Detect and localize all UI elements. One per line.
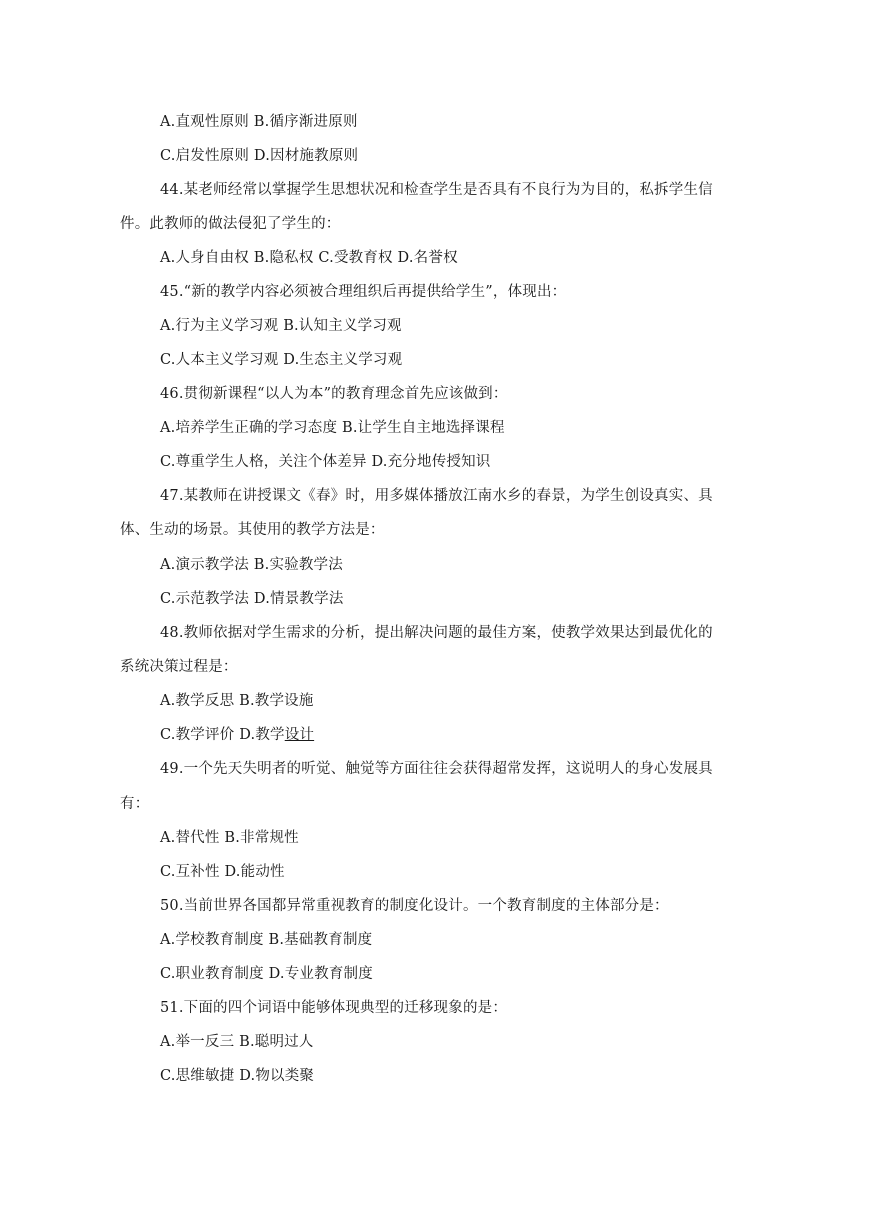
- q43-options-line-1: A.直观性原则 B.循序渐进原则: [160, 114, 358, 130]
- q48-stem-line-1: 48.教师依据对学生需求的分析，提出解决问题的最佳方案，使教学效果达到最优化的: [160, 625, 713, 641]
- q46-options-line-1: A.培养学生正确的学习态度 B.让学生自主地选择课程: [160, 420, 505, 436]
- q45-stem-line-1: 45.“新的教学内容必须被合理组织后再提供给学生”，体现出：: [160, 284, 567, 300]
- q46-stem-line-1: 46.贯彻新课程“以人为本”的教育理念首先应该做到：: [160, 386, 508, 402]
- q44-options-line-1: A.人身自由权 B.隐私权 C.受教育权 D.名誉权: [160, 250, 458, 266]
- q44-stem-line-2: 件。此教师的做法侵犯了学生的：: [120, 216, 341, 232]
- q48-options-line-2-prefix: C.教学评价 D.教学: [160, 727, 285, 743]
- q49-options-line-2: C.互补性 D.能动性: [160, 864, 285, 880]
- q47-stem-line-1: 47.某教师在讲授课文《春》时，用多媒体播放江南水乡的春景，为学生创设真实、具: [160, 488, 713, 504]
- q51-options-line-1: A.举一反三 B.聪明过人: [160, 1034, 314, 1050]
- q45-options-line-1: A.行为主义学习观 B.认知主义学习观: [160, 318, 402, 334]
- q44-stem-line-1: 44.某老师经常以掌握学生思想状况和检查学生是否具有不良行为为目的，私拆学生信: [160, 182, 713, 198]
- q47-stem-line-2: 体、生动的场景。其使用的教学方法是：: [120, 522, 385, 538]
- q49-stem-line-1: 49.一个先天失明者的听觉、触觉等方面往往会获得超常发挥，这说明人的身心发展具: [160, 761, 713, 777]
- q46-options-line-2: C.尊重学生人格，关注个体差异 D.充分地传授知识: [160, 454, 491, 470]
- q48-options-line-2: [160, 725, 314, 745]
- q45-options-line-2: C.人本主义学习观 D.生态主义学习观: [160, 352, 403, 368]
- q48-underlined-word: 设计: [284, 727, 315, 743]
- q49-options-line-1: A.替代性 B.非常规性: [160, 830, 299, 846]
- q43-options-line-2: C.启发性原则 D.因材施教原则: [160, 148, 359, 164]
- q50-options-line-1: A.学校教育制度 B.基础教育制度: [160, 932, 373, 948]
- q48-stem-line-2: 系统决策过程是：: [120, 659, 238, 675]
- q50-options-line-2: C.职业教育制度 D.专业教育制度: [160, 966, 373, 982]
- q48-options-line-1: A.教学反思 B.教学设施: [160, 693, 314, 709]
- q51-options-line-2: C.思维敏捷 D.物以类聚: [160, 1068, 315, 1084]
- q51-stem-line-1: 51.下面的四个词语中能够体现典型的迁移现象的是：: [160, 1000, 508, 1016]
- q47-options-line-1: A.演示教学法 B.实验教学法: [160, 557, 343, 573]
- q47-options-line-2: C.示范教学法 D.情景教学法: [160, 591, 344, 607]
- q50-stem-line-1: 50.当前世界各国都异常重视教育的制度化设计。一个教育制度的主体部分是：: [160, 898, 669, 914]
- q49-stem-line-2: 有：: [120, 796, 150, 812]
